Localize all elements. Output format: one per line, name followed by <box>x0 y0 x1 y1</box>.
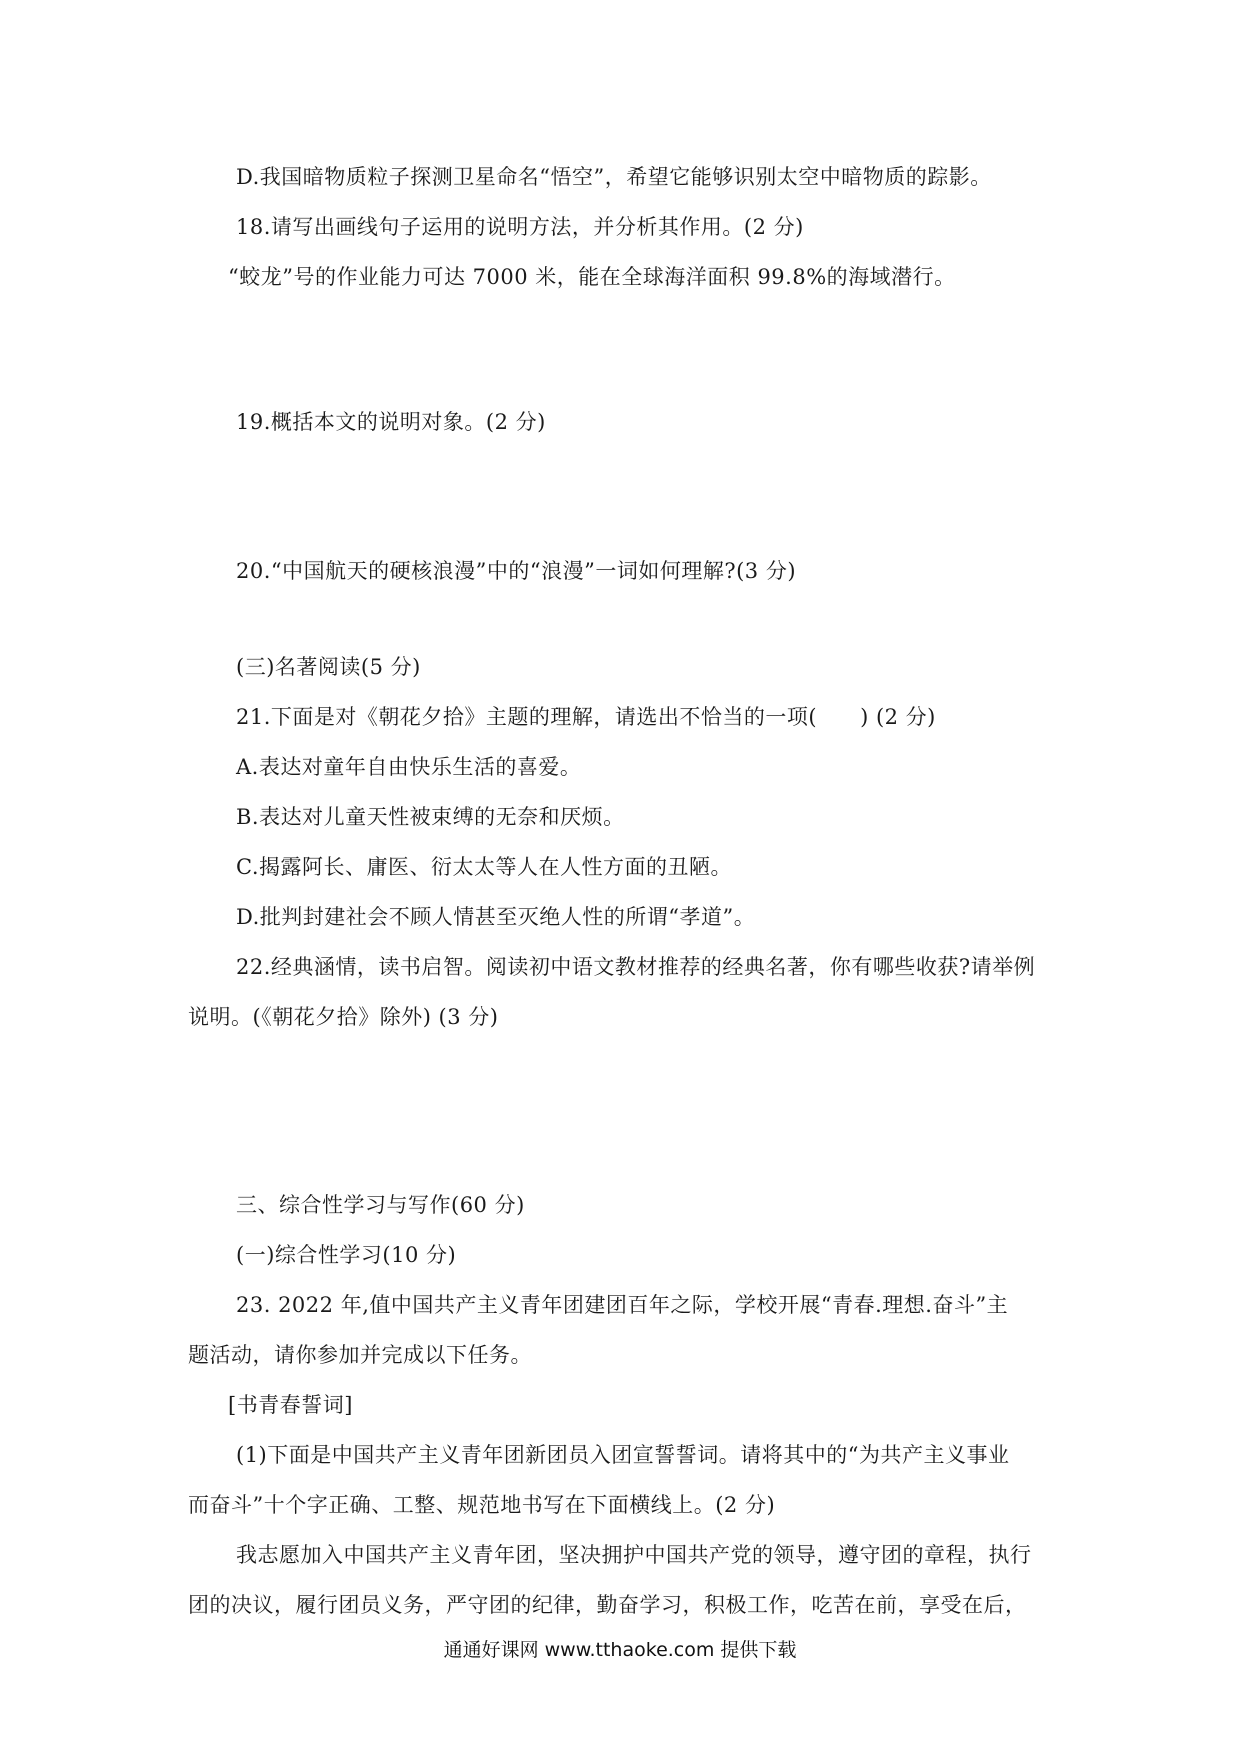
option-c-q21: C.揭露阿长、庸医、衍太太等人在人性方面的丑陋。 <box>236 855 732 879</box>
question-21: 21.下面是对《朝花夕拾》主题的理解，请选出不恰当的一项( ) (2 分) <box>236 705 936 729</box>
footer-watermark: 通通好课网 www.tthaoke.com 提供下载 <box>443 1639 797 1661</box>
question-18: 18.请写出画线句子运用的说明方法，并分析其作用。(2 分) <box>236 215 804 239</box>
option-d-q21: D.批判封建社会不顾人情甚至灭绝人性的所谓“孝道”。 <box>236 905 756 929</box>
task-1-line2: 而奋斗”十个字正确、工整、规范地书写在下面横线上。(2 分) <box>188 1493 776 1517</box>
question-23-line2: 题活动，请你参加并完成以下任务。 <box>188 1343 532 1367</box>
question-19: 19.概括本文的说明对象。(2 分) <box>236 410 546 434</box>
question-23-line1: 23. 2022 年,值中国共产主义青年团建团百年之际，学校开展“青春.理想.奋斗”主 <box>236 1293 1009 1317</box>
option-b-q21: B.表达对儿童天性被束缚的无奈和厌烦。 <box>236 805 625 829</box>
option-d-q17: D.我国暗物质粒子探测卫星命名“悟空”，希望它能够识别太空中暗物质的踪影。 <box>236 165 992 189</box>
task-heading: [书青春誓词] <box>228 1393 353 1417</box>
question-20: 20.“中国航天的硬核浪漫”中的“浪漫”一词如何理解?(3 分) <box>236 559 797 583</box>
section-heading-integrated: 三、综合性学习与写作(60 分) <box>236 1193 525 1217</box>
underlined-sentence: “蛟龙”号的作业能力可达 7000 米，能在全球海洋面积 99.8%的海域潜行。 <box>228 265 956 289</box>
question-22-line1: 22.经典涵情，读书启智。阅读初中语文教材推荐的经典名著，你有哪些收获?请举例 <box>236 955 1036 979</box>
subsection-heading-integrated: (一)综合性学习(10 分) <box>236 1243 457 1267</box>
section-heading-classics: (三)名著阅读(5 分) <box>236 655 421 679</box>
task-1-line1: (1)下面是中国共产主义青年团新团员入团宣誓誓词。请将其中的“为共产主义事业 <box>236 1443 1010 1467</box>
oath-line2: 团的决议，履行团员义务，严守团的纪律，勤奋学习，积极工作，吃苦在前，享受在后， <box>188 1593 1027 1617</box>
question-22-line2: 说明。(《朝花夕拾》除外) (3 分) <box>188 1005 499 1029</box>
oath-line1: 我志愿加入中国共产主义青年团，坚决拥护中国共产党的领导，遵守团的章程，执行 <box>236 1543 1032 1567</box>
option-a-q21: A.表达对童年自由快乐生活的喜爱。 <box>236 755 582 779</box>
